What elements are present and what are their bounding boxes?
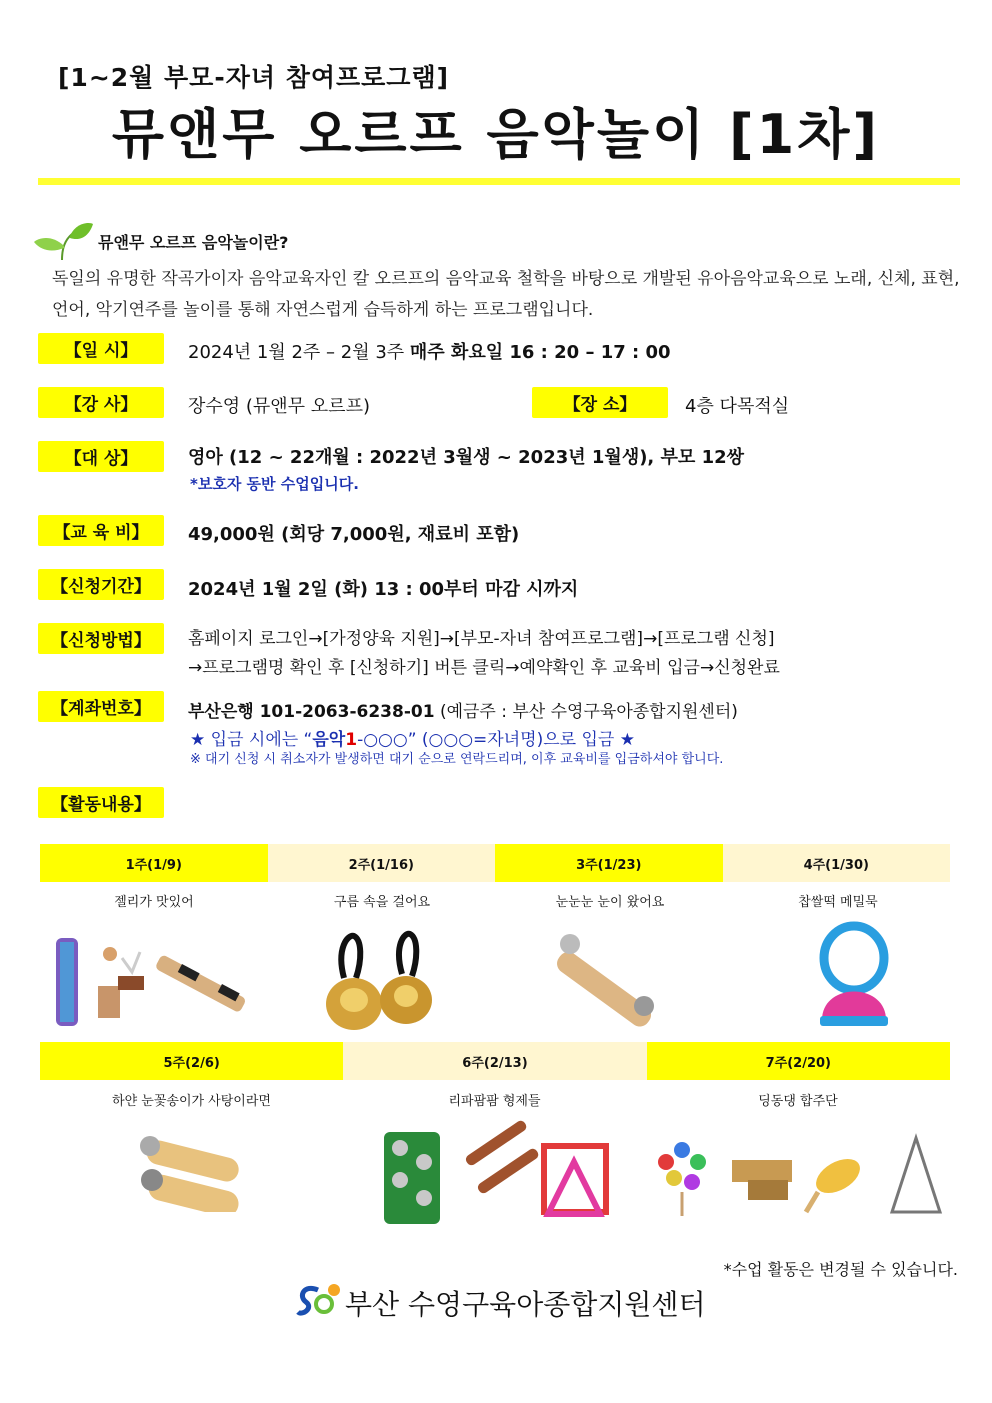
period-value: 2024년 1월 2일 (화) 13 : 00부터 마감 시까지	[188, 579, 579, 600]
center-name: 부산 수영구육아종합지원센터	[345, 1288, 706, 1321]
account-label: 【계좌번호】	[38, 691, 164, 722]
deposit-pre: ★ 입금 시에는 “	[190, 730, 313, 750]
week-5-header: 5주(2/6)	[40, 1042, 343, 1080]
week-2-title: 구름 속을 걸어요	[333, 895, 431, 910]
week-1-header: 1주(1/9)	[40, 844, 268, 882]
jingle-stick-image	[556, 928, 668, 1028]
account-value	[188, 697, 738, 722]
place-value: 4층 다목적실	[685, 396, 790, 417]
method-line1: 홈페이지 로그인→[가정양육 지원]→[부모-자녀 참여프로그램]→[프로그램 신청]	[188, 629, 775, 649]
footnote: *수업 활동은 변경될 수 있습니다.	[723, 1260, 958, 1279]
method-label: 【신청방법】	[38, 623, 164, 654]
deposit-keyword: 음악	[312, 730, 346, 750]
method-line2: →프로그램명 확인 후 [신청하기] 버튼 클릭→예약확인 후 교육비 입금→신청완료	[188, 658, 780, 678]
deposit-number: 1	[345, 730, 358, 750]
ensemble-instruments-image	[652, 1132, 952, 1222]
intro-paragraph: 독일의 유명한 작곡가이자 음악교육자인 칼 오르프의 음악교육 철학을 바탕으로 개발된 유아음악교육으로 노래, 신체, 표현, 언어, 악기연주를 놀이를 통해 자연스럽게 습득하게 하는 프로그램입니다.	[52, 269, 960, 320]
place-label: 【장 소】	[532, 387, 668, 418]
week-3-title: 눈눈눈 눈이 왔어요	[555, 895, 665, 910]
date-value	[188, 338, 671, 364]
fee-label: 【교 육 비】	[38, 515, 164, 546]
week-3-header: 3주(1/23)	[495, 844, 723, 882]
period-label: 【신청기간】	[38, 569, 164, 600]
fee-value: 49,000원 (회당 7,000원, 재료비 포함)	[188, 524, 520, 545]
week-4-header: 4주(1/30)	[723, 844, 951, 882]
schedule-row-1	[40, 844, 950, 882]
instructor-label: 【강 사】	[38, 387, 164, 418]
center-logo-icon	[296, 1282, 340, 1318]
date-time: 매주 화요일 16 : 20 – 17 : 00	[409, 342, 671, 363]
bells-sticks-triangle-image	[378, 1118, 616, 1230]
instructor-value: 장수영 (뮤앤무 오르프)	[188, 396, 370, 417]
finger-cymbals-image	[322, 930, 432, 1034]
week-1-title: 젤리가 맛있어	[114, 895, 194, 910]
account-number: 부산은행 101-2063-6238-01	[188, 702, 435, 722]
maracas-image	[134, 1132, 246, 1212]
week-6-header: 6주(2/13)	[343, 1042, 646, 1080]
account-holder: (예금주 : 부산 수영구육아종합지원센터)	[434, 702, 738, 722]
title-underline	[38, 178, 960, 185]
deposit-instruction	[190, 725, 635, 750]
target-value: 영아 (12 ~ 22개월 : 2022년 3월생 ~ 2023년 1월생), 부모 12쌍	[188, 447, 745, 468]
schedule-row-2	[40, 1042, 950, 1080]
jelly-instruments-image	[52, 928, 262, 1028]
week-2-header: 2주(1/16)	[268, 844, 496, 882]
program-subtitle: [1~2월 부모-자녀 참여프로그램]	[58, 63, 450, 92]
week-6-title: 리파팜팜 형제들	[448, 1094, 541, 1109]
week-7-title: 딩동댕 합주단	[758, 1094, 838, 1109]
target-note: *보호자 동반 수업입니다.	[190, 475, 359, 493]
ring-bell-image	[818, 920, 890, 1032]
week-4-title: 찹쌀떡 메밀묵	[798, 895, 878, 910]
date-range: 2024년 1월 2주 – 2월 3주	[188, 342, 410, 363]
week-5-title: 하얀 눈꽃송이가 사탕이라면	[112, 1094, 271, 1109]
page-title: 뮤앤무 오르프 음악놀이 [1차]	[111, 103, 881, 166]
intro-heading: 뮤앤무 오르프 음악놀이란?	[98, 233, 289, 252]
activity-label: 【활동내용】	[38, 787, 164, 818]
week-7-header: 7주(2/20)	[647, 1042, 950, 1080]
sprout-icon	[32, 220, 94, 262]
date-label: 【일 시】	[38, 333, 164, 364]
waitlist-warning: ※ 대기 신청 시 취소자가 발생하면 대기 순으로 연락드리며, 이후 교육비를 입금하셔야 합니다.	[190, 752, 724, 767]
deposit-post: -○○○” (○○○=자녀명)으로 입금 ★	[357, 730, 635, 750]
target-label: 【대 상】	[38, 441, 164, 472]
